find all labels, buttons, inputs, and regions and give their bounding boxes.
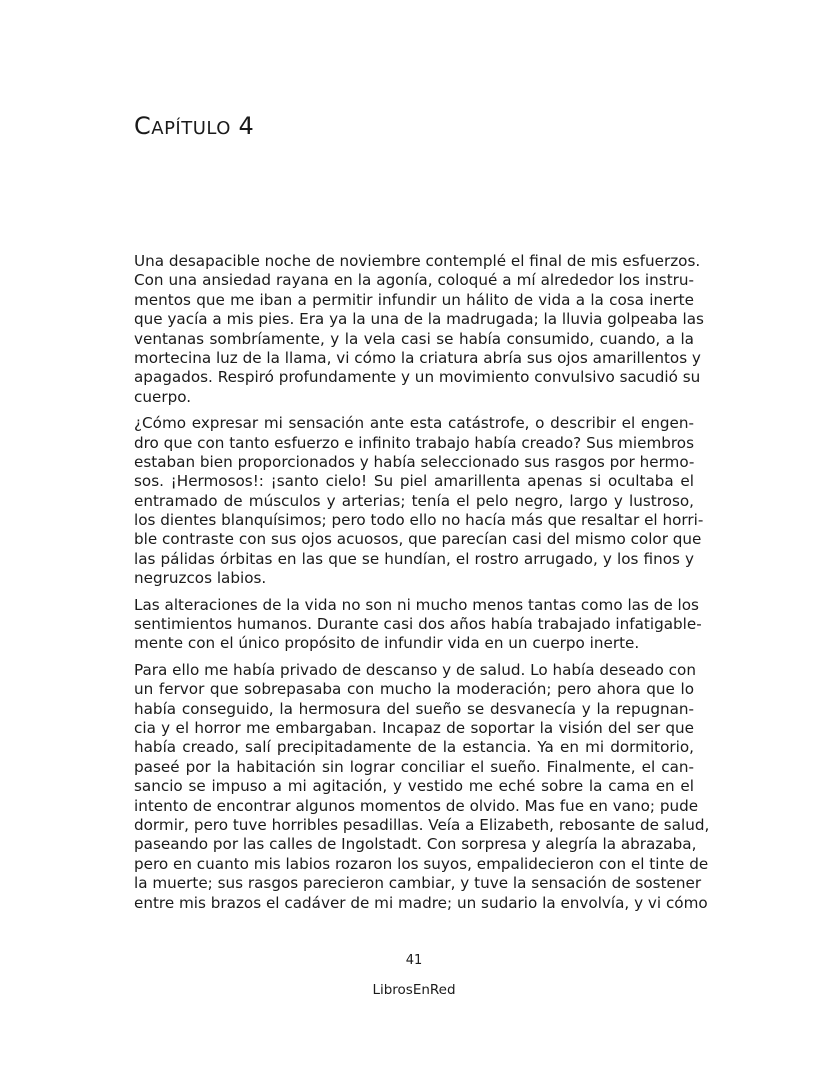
text-line: Con una ansiedad rayana en la agonía, coloqué a mí alrededor los instru- [134,271,694,290]
chapter-title-rest: APÍTULO [151,118,231,139]
paragraph-4 [134,660,710,913]
text-line: sos. ¡Hermosos!: ¡santo cielo! Su piel amarillenta apenas si ocultaba el [134,472,694,491]
text-line: dormir, pero tuve horribles pesadillas. Veía a Elizabeth, rebosante de salud, [134,815,710,834]
text-line: los dientes blanquísimos; pero todo ello no hacía más que resaltar el horri- [134,511,704,530]
text-line: negruzcos labios. [134,569,267,588]
text-line: cuerpo. [134,387,192,406]
paragraph-1 [134,252,704,407]
text-line: ble contraste con sus ojos acuosos, que parecían casi del mismo color que [134,530,702,549]
text-line: que yacía a mis pies. Era ya la una de la madrugada; la lluvia golpeaba las [134,310,704,329]
chapter-title-initial: C [134,112,152,140]
text-line: estaban bien proporcionados y había seleccionado sus rasgos por hermo- [134,452,695,471]
text-line: mentos que me iban a permitir infundir un hálito de vida a la cosa inerte [134,290,694,309]
paragraph-3 [134,595,702,654]
text-line: la muerte; sus rasgos parecieron cambiar, y tuve la sensación de sostener [134,874,702,893]
publisher-footer: LibrosEnRed [372,982,456,998]
text-line: sancio se impuso a mi agitación, y vestido me eché sobre la cama en el [134,777,694,796]
text-line: Las alteraciones de la vida no son ni mucho menos tantas como las de los [134,595,699,614]
text-line: entre mis brazos el cadáver de mi madre; un sudario la envolvía, y vi cómo [134,893,708,912]
text-line: apagados. Respiró profundamente y un movimiento convulsivo sacudió su [134,368,701,387]
chapter-number: 4 [238,112,255,140]
text-line: entramado de músculos y arterias; tenía el pelo negro, largo y lustroso, [134,491,694,510]
text-line: sentimientos humanos. Durante casi dos años había trabajado infatigable- [134,615,702,634]
text-line: paseé por la habitación sin lograr conciliar el sueño. Finalmente, el can- [134,757,694,776]
page-number: 41 [405,953,423,968]
chapter-body [134,252,710,920]
text-line: había conseguido, la hermosura del sueño se desvanecía y la repugnan- [134,699,694,718]
text-line: un fervor que sobrepasaba con mucho la moderación; pero ahora que lo [134,680,694,699]
text-line: Una desapacible noche de noviembre contemplé el final de mis esfuerzos. [134,252,701,270]
text-line: cia y el horror me embargaban. Incapaz de soportar la visión del ser que [134,718,694,737]
paragraph-2 [134,414,704,589]
text-line: mortecina luz de la llama, vi cómo la criatura abría sus ojos amarillentos y [134,348,701,367]
text-line: ¿Cómo expresar mi sensación ante esta catástrofe, o describir el engen- [134,414,694,433]
chapter-title [134,112,254,140]
text-line: paseando por las calles de Ingolstadt. Con sorpresa y alegría la abrazaba, [134,835,697,854]
text-line: dro que con tanto esfuerzo e infinito trabajo había creado? Sus miembros [134,433,694,452]
text-line: ventanas sombríamente, y la vela casi se había consumido, cuando, a la [134,329,694,348]
text-line: intento de encontrar algunos momentos de olvido. Mas fue en vano; pude [134,796,699,815]
text-line: había creado, salí precipitadamente de la estancia. Ya en mi dormitorio, [134,738,694,757]
text-line: pero en cuanto mis labios rozaron los suyos, empalidecieron con el tinte de [134,854,709,873]
text-line: Para ello me había privado de descanso y de salud. Lo había deseado con [134,660,696,679]
text-line: mente con el único propósito de infundir vida en un cuerpo inerte. [134,634,640,653]
text-line: las pálidas órbitas en las que se hundían, el rostro arrugado, y los finos y [134,549,694,568]
